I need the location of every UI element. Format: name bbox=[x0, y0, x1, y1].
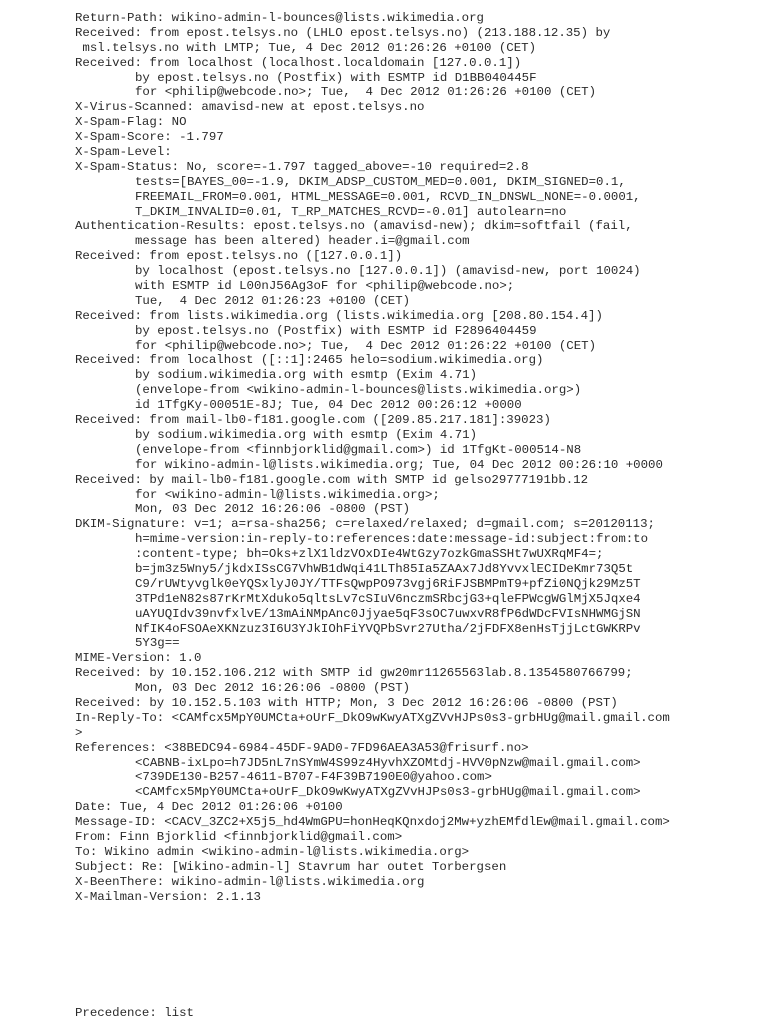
email-footer bbox=[75, 1006, 194, 1021]
header-continuation-line: Mon, 03 Dec 2012 16:26:06 -0800 (PST) bbox=[135, 681, 411, 696]
header-continuation-line: message has been altered) header.i=@gmail.com bbox=[135, 234, 470, 249]
header-continuation-line: for <philip@webcode.no>; Tue, 4 Dec 2012 01:26:26 +0100 (CET) bbox=[135, 85, 597, 100]
header-continuation-line: 3TPd1eN82s87rKrMtXduko5qltsLv7cSIuV6nczmSRbcjG3+qleFPWcgWGlMjX5Jqxe4 bbox=[135, 591, 641, 606]
header-line: Received: by 10.152.5.103 with HTTP; Mon, 3 Dec 2012 16:26:06 -0800 (PST) bbox=[75, 695, 618, 710]
header-continuation-line: <739DE130-B257-4611-B707-F4F39B7190E0@yahoo.com> bbox=[135, 770, 492, 785]
header-line: Received: by 10.152.106.212 with SMTP id gw20mr11265563lab.8.1354580766799; bbox=[75, 666, 633, 681]
header-line: Received: from mail-lb0-f181.google.com ([209.85.217.181]:39023) bbox=[75, 413, 551, 428]
header-line: X-BeenThere: wikino-admin-l@lists.wikimedia.org bbox=[75, 874, 425, 889]
header-line: Message-ID: <CACV_3ZC2+X5j5_hd4WmGPU=honHeqKQnxdoj2Mw+yzhEMfdlEw@mail.gmail.com> bbox=[75, 815, 670, 830]
header-line: From: Finn Bjorklid <finnbjorklid@gmail.com> bbox=[75, 829, 403, 844]
header-line: Received: from localhost (localhost.localdomain [127.0.0.1]) bbox=[75, 55, 522, 70]
header-continuation-line: for <philip@webcode.no>; Tue, 4 Dec 2012 01:26:22 +0100 (CET) bbox=[135, 338, 597, 353]
header-continuation-line: :content-type; bh=Oks+zlX1ldzVOxDIe4WtGzy7ozkGmaSSHt7wUXRqMF4=; bbox=[135, 547, 604, 562]
header-line: X-Spam-Flag: NO bbox=[75, 115, 187, 130]
header-continuation-line: (envelope-from <finnbjorklid@gmail.com>) id 1TfgKt-000514-N8 bbox=[135, 442, 582, 457]
header-continuation-line: Mon, 03 Dec 2012 16:26:06 -0800 (PST) bbox=[135, 502, 411, 517]
header-line: In-Reply-To: <CAMfcx5MpY0UMCta+oUrF_DkO9wKwyATXgZVvHJPs0s3-grbHUg@mail.gmail.com bbox=[75, 710, 670, 725]
header-continuation-line: by localhost (epost.telsys.no [127.0.0.1]) (amavisd-new, port 10024) bbox=[135, 264, 641, 279]
header-line: X-Virus-Scanned: amavisd-new at epost.telsys.no bbox=[75, 100, 425, 115]
header-continuation-line: by sodium.wikimedia.org with esmtp (Exim 4.71) bbox=[135, 427, 478, 442]
header-line: References: <38BEDC94-6984-45DF-9AD0-7FD96AEA3A53@frisurf.no> bbox=[75, 740, 529, 755]
email-headers bbox=[75, 11, 765, 904]
header-continuation-line: by epost.telsys.no (Postfix) with ESMTP id F2896404459 bbox=[135, 323, 537, 338]
header-continuation-line: Tue, 4 Dec 2012 01:26:23 +0100 (CET) bbox=[135, 293, 411, 308]
header-continuation-line: uAYUQIdv39nvfxlvE/13mAiNMpAnc0Jjyae5qF3sOC7uwxvR8fP6dWDcFVIsNHWMGjSN bbox=[135, 606, 641, 621]
header-line: To: Wikino admin <wikino-admin-l@lists.wikimedia.org> bbox=[75, 844, 470, 859]
header-line: Received: from lists.wikimedia.org (lists.wikimedia.org [208.80.154.4]) bbox=[75, 308, 603, 323]
header-continuation-line: h=mime-version:in-reply-to:references:date:message-id:subject:from:to bbox=[135, 532, 649, 547]
header-line: > bbox=[75, 725, 83, 740]
header-continuation-line: tests=[BAYES_00=-1.9, DKIM_ADSP_CUSTOM_MED=0.001, DKIM_SIGNED=0.1, bbox=[135, 174, 626, 189]
header-continuation-line: b=jm3z5Wny5/jkdxISsCG7VhWB1dWqi41LTh85Ia5ZAAx7Jd8YvvxlECIDeKmr73Q5t bbox=[135, 561, 634, 576]
header-line: Authentication-Results: epost.telsys.no (amavisd-new); dkim=softfail (fail, bbox=[75, 219, 633, 234]
header-continuation-line: C9/rUWtyvglk0eYQSxlyJ0JY/TTFsQwpPO973vgj6RiFJSBMPmT9+pfZi0NQjk29Mz5T bbox=[135, 576, 641, 591]
header-continuation-line: for <wikino-admin-l@lists.wikimedia.org>; bbox=[135, 487, 440, 502]
header-continuation-line: FREEMAIL_FROM=0.001, HTML_MESSAGE=0.001, RCVD_IN_DNSWL_NONE=-0.0001, bbox=[135, 189, 641, 204]
header-line: DKIM-Signature: v=1; a=rsa-sha256; c=relaxed/relaxed; d=gmail.com; s=20120113; bbox=[75, 517, 655, 532]
header-line: Received: from epost.telsys.no ([127.0.0.1]) bbox=[75, 249, 403, 264]
header-line: Received: from epost.telsys.no (LHLO epost.telsys.no) (213.188.12.35) by bbox=[75, 25, 611, 40]
header-line: Subject: Re: [Wikino-admin-l] Stavrum har outet Torbergsen bbox=[75, 859, 507, 874]
header-continuation-line: id 1TfgKy-00051E-8J; Tue, 04 Dec 2012 00:26:12 +0000 bbox=[135, 398, 522, 413]
header-continuation-line: <CABNB-ixLpo=h7JD5nL7nSYmW4S99z4HyvhXZOMtdj-HVV0pNzw@mail.gmail.com> bbox=[135, 755, 641, 770]
header-continuation-line: by sodium.wikimedia.org with esmtp (Exim 4.71) bbox=[135, 368, 478, 383]
header-line: X-Spam-Score: -1.797 bbox=[75, 130, 224, 145]
header-line: MIME-Version: 1.0 bbox=[75, 651, 202, 666]
header-continuation-line: <CAMfcx5MpY0UMCta+oUrF_DkO9wKwyATXgZVvHJPs0s3-grbHUg@mail.gmail.com> bbox=[135, 785, 641, 800]
precedence-header-line: Precedence: list bbox=[75, 1006, 194, 1020]
header-line: X-Spam-Status: No, score=-1.797 tagged_above=-10 required=2.8 bbox=[75, 159, 529, 174]
header-continuation-line: 5Y3g== bbox=[135, 636, 180, 651]
header-continuation-line: NfIK4oFSOAeXKNzuz3I6U3YJkIOhFiYVQPbSvr27Utha/2jFDFX8enHsTjjLctGWKRPv bbox=[135, 621, 641, 636]
header-line: X-Mailman-Version: 2.1.13 bbox=[75, 889, 261, 904]
header-continuation-line: for wikino-admin-l@lists.wikimedia.org; Tue, 04 Dec 2012 00:26:10 +0000 bbox=[135, 457, 663, 472]
header-line: Received: by mail-lb0-f181.google.com with SMTP id gelso29777191bb.12 bbox=[75, 472, 589, 487]
header-line: Received: from localhost ([::1]:2465 helo=sodium.wikimedia.org) bbox=[75, 353, 544, 368]
header-continuation-line: T_DKIM_INVALID=0.01, T_RP_MATCHES_RCVD=-0.01] autolearn=no bbox=[135, 204, 567, 219]
header-continuation-line: with ESMTP id L00nJ56Ag3oF for <philip@webcode.no>; bbox=[135, 279, 515, 294]
header-line: Return-Path: wikino-admin-l-bounces@lists.wikimedia.org bbox=[75, 11, 484, 25]
header-continuation-line: (envelope-from <wikino-admin-l-bounces@lists.wikimedia.org>) bbox=[135, 383, 582, 398]
header-line: Date: Tue, 4 Dec 2012 01:26:06 +0100 bbox=[75, 800, 343, 815]
header-continuation-line: by epost.telsys.no (Postfix) with ESMTP id D1BB040445F bbox=[135, 70, 537, 85]
header-line: msl.telsys.no with LMTP; Tue, 4 Dec 2012 01:26:26 +0100 (CET) bbox=[75, 40, 537, 55]
header-line: X-Spam-Level: bbox=[75, 145, 172, 160]
